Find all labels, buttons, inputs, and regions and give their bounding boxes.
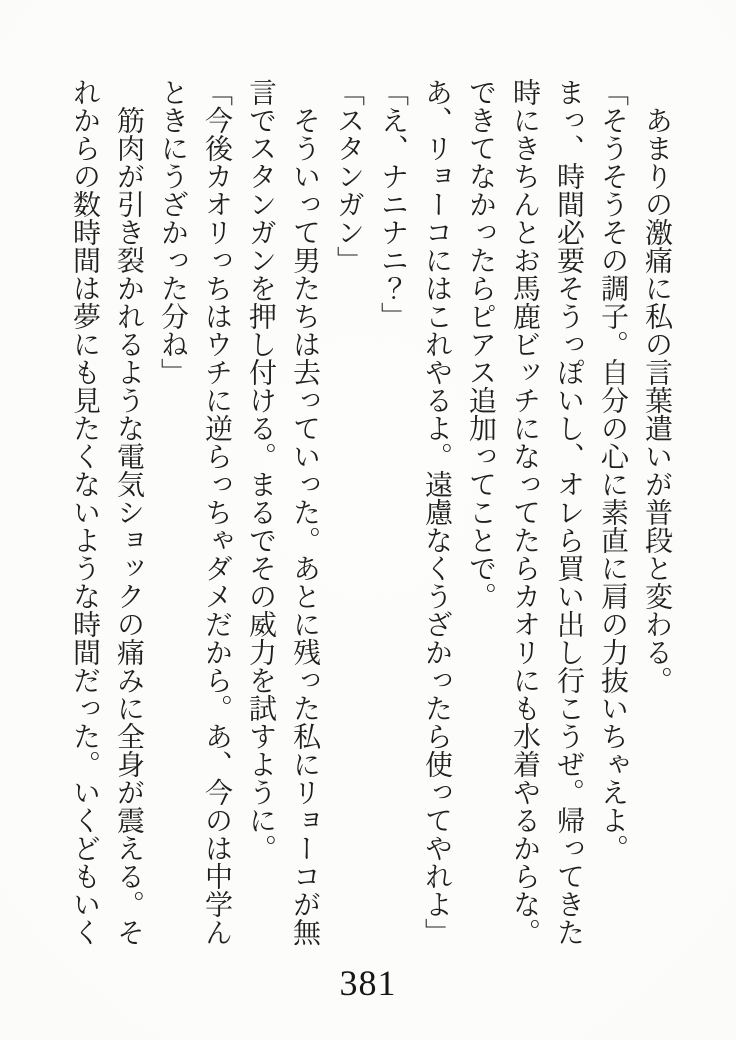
text-column: 言でスタンガンを押し付ける。まるでその威力を試すように。	[245, 78, 276, 862]
text-column: 「今後カオリっちはウチに逆らっちゃダメだから。あ、今のは中学ん	[201, 78, 232, 946]
text-column: まっ、時間必要そうっぽいし、オレら買い出し行こうぜ。帰ってきた	[553, 78, 584, 946]
text-column: れからの数時間は夢にも見たくないような時間だった。いくどもいく	[69, 78, 100, 946]
text-block	[62, 78, 678, 952]
text-column: 時にきちんとお馬鹿ビッチになってたらカオリにも水着やるからな。	[509, 78, 540, 946]
text-column: 「そうそうその調子。自分の心に素直に肩の力抜いちゃえよ。	[597, 78, 628, 862]
text-column: そういって男たちは去っていった。あとに残った私にリョーコが無	[289, 78, 320, 946]
text-column: 「え、ナニナニ？」	[377, 78, 408, 330]
text-column: あ、リョーコにはこれやるよ。遠慮なくうざかったら使ってやれよ」	[421, 78, 452, 946]
text-column: ときにうざかった分ね」	[157, 78, 188, 386]
page-number: 381	[339, 963, 397, 1003]
text-column: 「スタンガン」	[333, 78, 364, 274]
text-column: あまりの激痛に私の言葉遣いが普段と変わる。	[641, 78, 672, 694]
text-column: 筋肉が引き裂かれるような電気ショックの痛みに全身が震える。そ	[113, 78, 144, 946]
text-column: できてなかったらピアス追加ってことで。	[465, 78, 496, 610]
